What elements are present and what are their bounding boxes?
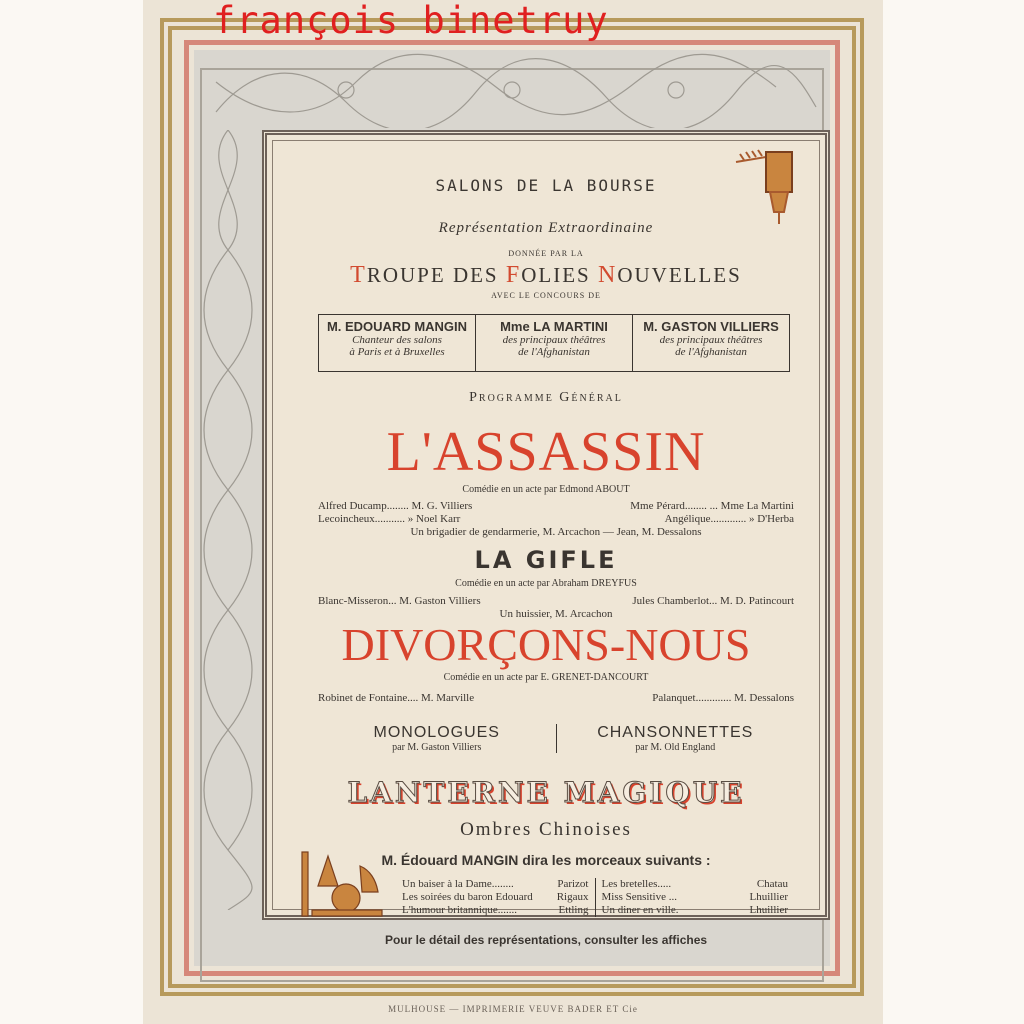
song-author: Rigaux bbox=[556, 891, 589, 903]
song-title: Un diner en ville. bbox=[601, 904, 679, 916]
troupe-initial-f: F bbox=[505, 262, 522, 288]
given-by-label: DONNÉE PAR LA bbox=[508, 249, 584, 258]
filigree-top bbox=[196, 52, 828, 128]
filigree-left bbox=[196, 130, 260, 910]
watermark-text: françois binetruy bbox=[213, 0, 609, 42]
songs-list bbox=[396, 878, 794, 917]
role-line: Un brigadier de gendarmerie, M. Arcachon — Jean, M. Dessalons bbox=[410, 526, 702, 538]
role-line: Blanc-Misseron... M. Gaston Villiers bbox=[318, 595, 481, 607]
troupe-part-2: OLIES bbox=[521, 263, 598, 287]
with-help-label: AVEC LE CONCOURS DE bbox=[491, 291, 601, 300]
song-title: Les soirées du baron Edouard bbox=[402, 891, 533, 903]
play-2-title: LA GIFLE bbox=[474, 546, 618, 574]
play-3-subtitle: Comédie en un acte par E. GRENET-DANCOURT bbox=[443, 672, 649, 683]
ombres-chinoises: Ombres Chinoises bbox=[460, 819, 632, 840]
monologues-block bbox=[318, 724, 557, 753]
role-line: Mme Pérard........ ... Mme La Martini bbox=[630, 500, 794, 512]
song-author: Ettling bbox=[558, 904, 589, 916]
list-item bbox=[402, 891, 589, 904]
chansonnettes-title: CHANSONNETTES bbox=[597, 724, 754, 741]
play-2-subtitle: Comédie en un acte par Abraham DREYFUS bbox=[455, 578, 637, 589]
songs-right-column bbox=[596, 878, 795, 917]
role-line: Un huissier, M. Arcachon bbox=[499, 608, 613, 620]
play-1-subtitle: Comédie en un acte par Edmond ABOUT bbox=[462, 484, 630, 495]
lanterne-magique-title: LANTERNE MAGIQUE bbox=[347, 776, 745, 809]
cast-member bbox=[319, 315, 476, 371]
song-author: Lhuillier bbox=[749, 891, 788, 903]
troupe-part-3: OUVELLES bbox=[617, 263, 742, 287]
cast-table bbox=[318, 314, 790, 372]
play-1-roles bbox=[318, 500, 794, 539]
song-title: Les bretelles..... bbox=[601, 878, 672, 890]
cast-member bbox=[476, 315, 633, 371]
list-item bbox=[402, 878, 589, 891]
role-line: Robinet de Fontaine.... M. Marville bbox=[318, 692, 475, 704]
list-item bbox=[602, 878, 789, 891]
song-title: Un baiser à la Dame........ bbox=[402, 878, 514, 890]
mangin-intro: M. Édouard MANGIN dira les morceaux suivants : bbox=[381, 852, 711, 868]
cast-desc: de l'Afghanistan bbox=[518, 346, 590, 358]
cast-desc: de l'Afghanistan bbox=[675, 346, 747, 358]
role-line: Alfred Ducamp........ M. G. Villiers bbox=[318, 500, 473, 512]
play-3-title: DIVORÇONS-NOUS bbox=[341, 619, 751, 670]
role-line: Angélique............. » D'Herba bbox=[664, 513, 794, 525]
list-item bbox=[402, 904, 589, 917]
cast-desc: Chanteur des salons bbox=[352, 334, 442, 346]
cast-member bbox=[633, 315, 789, 371]
songs-left-column bbox=[396, 878, 596, 917]
cast-name: Mme LA MARTINI bbox=[500, 319, 608, 334]
chansonnettes-block bbox=[557, 724, 795, 753]
event-type: Représentation Extraordinaine bbox=[438, 220, 654, 236]
song-title: Miss Sensitive ... bbox=[601, 891, 677, 903]
troupe-initial-n: N bbox=[597, 262, 618, 288]
monologues-title: MONOLOGUES bbox=[373, 724, 500, 741]
cast-name: M. EDOUARD MANGIN bbox=[326, 319, 468, 334]
song-author: Parizot bbox=[557, 878, 589, 890]
cast-desc: des principaux théâtres bbox=[659, 334, 763, 346]
role-line: Lecoincheux........... » Noel Karr bbox=[318, 513, 461, 525]
cast-desc: des principaux théâtres bbox=[502, 334, 606, 346]
monologues-by: par M. Gaston Villiers bbox=[392, 742, 482, 753]
cast-name: M. GASTON VILLIERS bbox=[643, 319, 779, 334]
troupe-name bbox=[262, 262, 830, 289]
list-item bbox=[602, 891, 789, 904]
role-line: Jules Chamberlot... M. D. Patincourt bbox=[632, 595, 794, 607]
programme-heading: Programme Général bbox=[469, 390, 623, 405]
play-1-title: L'ASSASSIN bbox=[386, 421, 706, 483]
song-author: Chatau bbox=[756, 878, 788, 890]
detail-note: Pour le détail des représentations, consulter les affiches bbox=[384, 933, 708, 947]
printer-imprint: MULHOUSE — IMPRIMERIE VEUVE BADER ET Cie bbox=[388, 1004, 638, 1014]
monologues-chansonnettes bbox=[318, 724, 794, 753]
role-line: Palanquet............. M. Dessalons bbox=[652, 692, 794, 704]
chansonnettes-by: par M. Old England bbox=[635, 742, 716, 753]
play-3-roles bbox=[318, 692, 794, 705]
list-item bbox=[602, 904, 789, 917]
song-author: Lhuillier bbox=[749, 904, 788, 916]
troupe-initial-t: T bbox=[350, 262, 367, 288]
venue-title: SALONS DE LA BOURSE bbox=[435, 176, 657, 195]
cast-desc: à Paris et à Bruxelles bbox=[349, 346, 445, 358]
troupe-part-1: ROUPE DES bbox=[366, 263, 506, 287]
song-title: L'humour britannique....... bbox=[402, 904, 518, 916]
